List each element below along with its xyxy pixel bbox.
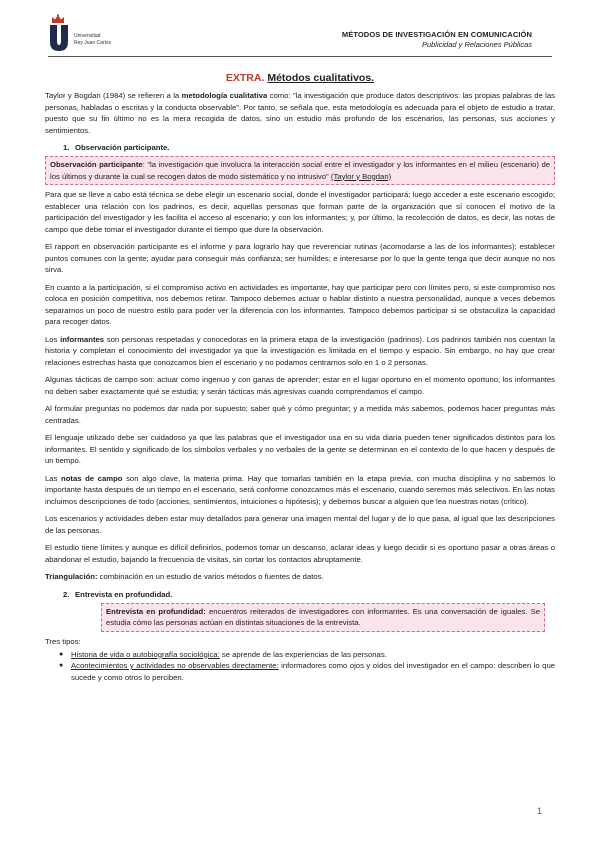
header-divider	[48, 56, 552, 57]
paragraph: El rapport en observación participante es el informe y para lograrlo hay que reverenciar rutinas (acomodarse a las de los informantes); establecer puntos comunes con la gente; ayudar para conseguir más confianza; ser humildes; e interesarse por lo que la gente tenga que decir aunque no nos sirva.	[45, 242, 555, 274]
bold-term: notas de campo	[61, 473, 123, 483]
section-1-number: 1.	[63, 143, 70, 152]
course-title: MÉTODOS DE INVESTIGACIÓN EN COMUNICACIÓN	[341, 30, 532, 39]
bullet-icon: ●	[59, 650, 64, 658]
paragraph-notas	[45, 473, 555, 508]
paragraph-informantes	[45, 334, 555, 369]
logo-text-line2: Rey Juan Carlos	[74, 39, 111, 46]
logo-text	[74, 33, 111, 46]
title-extra: EXTRA.	[225, 72, 265, 84]
bullet-icon: ●	[59, 662, 64, 669]
paragraph: El estudio tiene límites y aunque es difícil definirlos, podemos tomar un descanso, aclarar ideas y luego decidir si es oportuno pasar a otras áreas o abandonar el estudio, bajando la frecuencia de visitas, sin cortar los contactos abruptamente.	[45, 543, 555, 564]
list-item-text: se aprende de las experiencias de las personas.	[219, 649, 387, 659]
header-info	[342, 30, 532, 50]
definition-term: Observación participante	[50, 160, 143, 169]
university-logo	[48, 14, 118, 54]
page-title	[45, 72, 555, 84]
paragraph: El lenguaje utilizado debe ser cuidadoso ya que las palabras que el investigador usa en su vida diaria pueden tener significados distintos para los informantes. El sentido y significado de los símbolos verbales y no verbales de la gente se determinan en el contexto de lo que hacen y después de un tiempo.	[45, 433, 555, 465]
list-item-term: Acontecimientos y actividades no observables directamente:	[71, 661, 279, 670]
text: son personas respetadas y conocedoras en la primera etapa de la investigación (padrinos). Los padrinos también nos cuentan la historia y completan el conocimiento del investigador ya que la investigación es limitada en el tiempo y espacio. Sin embargo, no hay que crear relaciones estrechas hasta que conozcamos bien el escenario y no podamos centrarnos solo en 1 o 2 personas.	[45, 334, 555, 367]
paragraph-triangulacion	[45, 571, 555, 583]
logo-text-line1: Universidad	[74, 33, 101, 39]
text: combinación en un estudio de varios métodos o fuentes de datos.	[97, 572, 324, 581]
document-body	[45, 72, 555, 683]
intro-paragraph	[45, 90, 555, 136]
intro-text-c: como: "la investigación que produce datos descriptivos: las propias palabras de las personas, habladas o escritas y la conducta observable". Por tanto, se señala que, esta metodología es adecuada para el objeto de estudio a tratar, puesto que su fin último no es la mera recogida de datos, sino un estudio más profundo de los escenarios, las personas, sus acciones y sentimientos.	[45, 91, 556, 135]
logo-u-mark	[48, 25, 70, 51]
course-subtitle: Publicidad y Relaciones Públicas	[421, 40, 532, 49]
paragraph: Algunas tácticas de campo son: actuar como ingenuo y con ganas de aprender; estar en el lugar oportuno en el momento oportuno; los informantes no deben saber exactamente qué se estudia; y serán tácticas más agresivas cuando comprendamos el campo.	[45, 375, 555, 396]
bold-term: informantes	[60, 334, 105, 344]
types-list	[45, 649, 555, 684]
definition-box-entrevista	[101, 603, 545, 632]
definition-term: Entrevista en profundidad:	[106, 606, 206, 616]
paragraph: En cuanto a la participación, si el compromiso activo en actividades es importante, hay que participar pero con límites pero, si este compromiso nos coloca en posición competitiva, nos debemos retirar. Tampoco debemos actuar o hablar distinto a nuestra personalidad, aunque a veces debemos separarnos un poco de nuestro estilo para poder ver la diferencia con los informantes. Tampoco debemos participar si se obstaculiza la capacidad para recoger datos.	[45, 282, 555, 326]
bold-term: Triangulación:	[45, 572, 98, 581]
paragraph: Para que se lleve a cabo está técnica se debe elegir un escenario social, donde el investigador participará; luego acceder a este escenario escogido; establecer una relación con los padrinos, es decir, aquellas personas que forman parte de la organización que sí conocen el motivo de la participación del investigador y les facilita el acceso al escenario; y con los informantes; y, por último, la recolección de datos, es decir, las notas de campo que debe tomar el investigador durante el tiempo que dure la observación.	[45, 190, 555, 234]
intro-bold-term: metodología cualitativa	[181, 91, 268, 100]
paragraph: Al formular preguntas no podemos dar nada por supuesto; saber qué y cómo preguntar; y a medida más sabemos, podemos hacer preguntas más centradas.	[45, 404, 555, 425]
page-number: 1	[536, 806, 542, 816]
definition-text: : "la investigación que involucra la interacción social entre el investigador y los informantes en el milieu (escenario) de los últimos y durante la cual se recogen datos de modo sistemático y no intrusivo"	[50, 160, 551, 181]
list-item	[61, 660, 555, 683]
intro-text-a: Taylor y Bogdan (1984) se refieren a la	[45, 91, 182, 100]
section-2-title: Entrevista en profundidad.	[75, 589, 173, 599]
text: Las	[45, 473, 61, 483]
text: Los	[45, 334, 61, 344]
text: son algo clave, la materia prima. Hay que tomarlas también en la etapa previa, con mucha disciplina y no sabemos lo importante hasta después de un tiempo en el escenario, será conforme conozcamos más el escenario, cuando seremos más selectivos. En las notas incluimos descripciones de todo (acciones, sentimientos, intuiciones o hipótesis); y debemos buscar a alguien que lea nuestras notas (crítico).	[45, 473, 555, 506]
list-item-term: Historia de vida o autobiografía sociológica:	[71, 649, 220, 659]
crown-icon	[51, 14, 65, 24]
section-1-heading	[63, 142, 555, 153]
definition-text: encuentros reiterados de investigadores con informantes. Es una conversación de iguales. Se estudia cómo las personas actúan en distintas situaciones de la entrevista.	[106, 606, 540, 627]
section-1-title: Observación participante.	[75, 143, 170, 152]
definition-box-observacion	[45, 156, 555, 185]
list-item-text: informadores como ojos y oídos del investigador en el campo: describen lo que sucede y como otros lo perciben.	[71, 661, 555, 682]
list-intro: Tres tipos:	[45, 636, 81, 646]
definition-citation: (Taylor y Bogdan)	[330, 171, 392, 181]
section-2-heading	[63, 589, 555, 600]
title-main: Métodos cualitativos.	[267, 72, 375, 84]
list-item	[61, 649, 555, 661]
paragraph: Los escenarios y actividades deben estar muy detallados para generar una imagen mental del lugar y de lo que pasa, al igual que las descripciones de las personas.	[45, 514, 555, 535]
section-2-number: 2.	[63, 589, 70, 599]
